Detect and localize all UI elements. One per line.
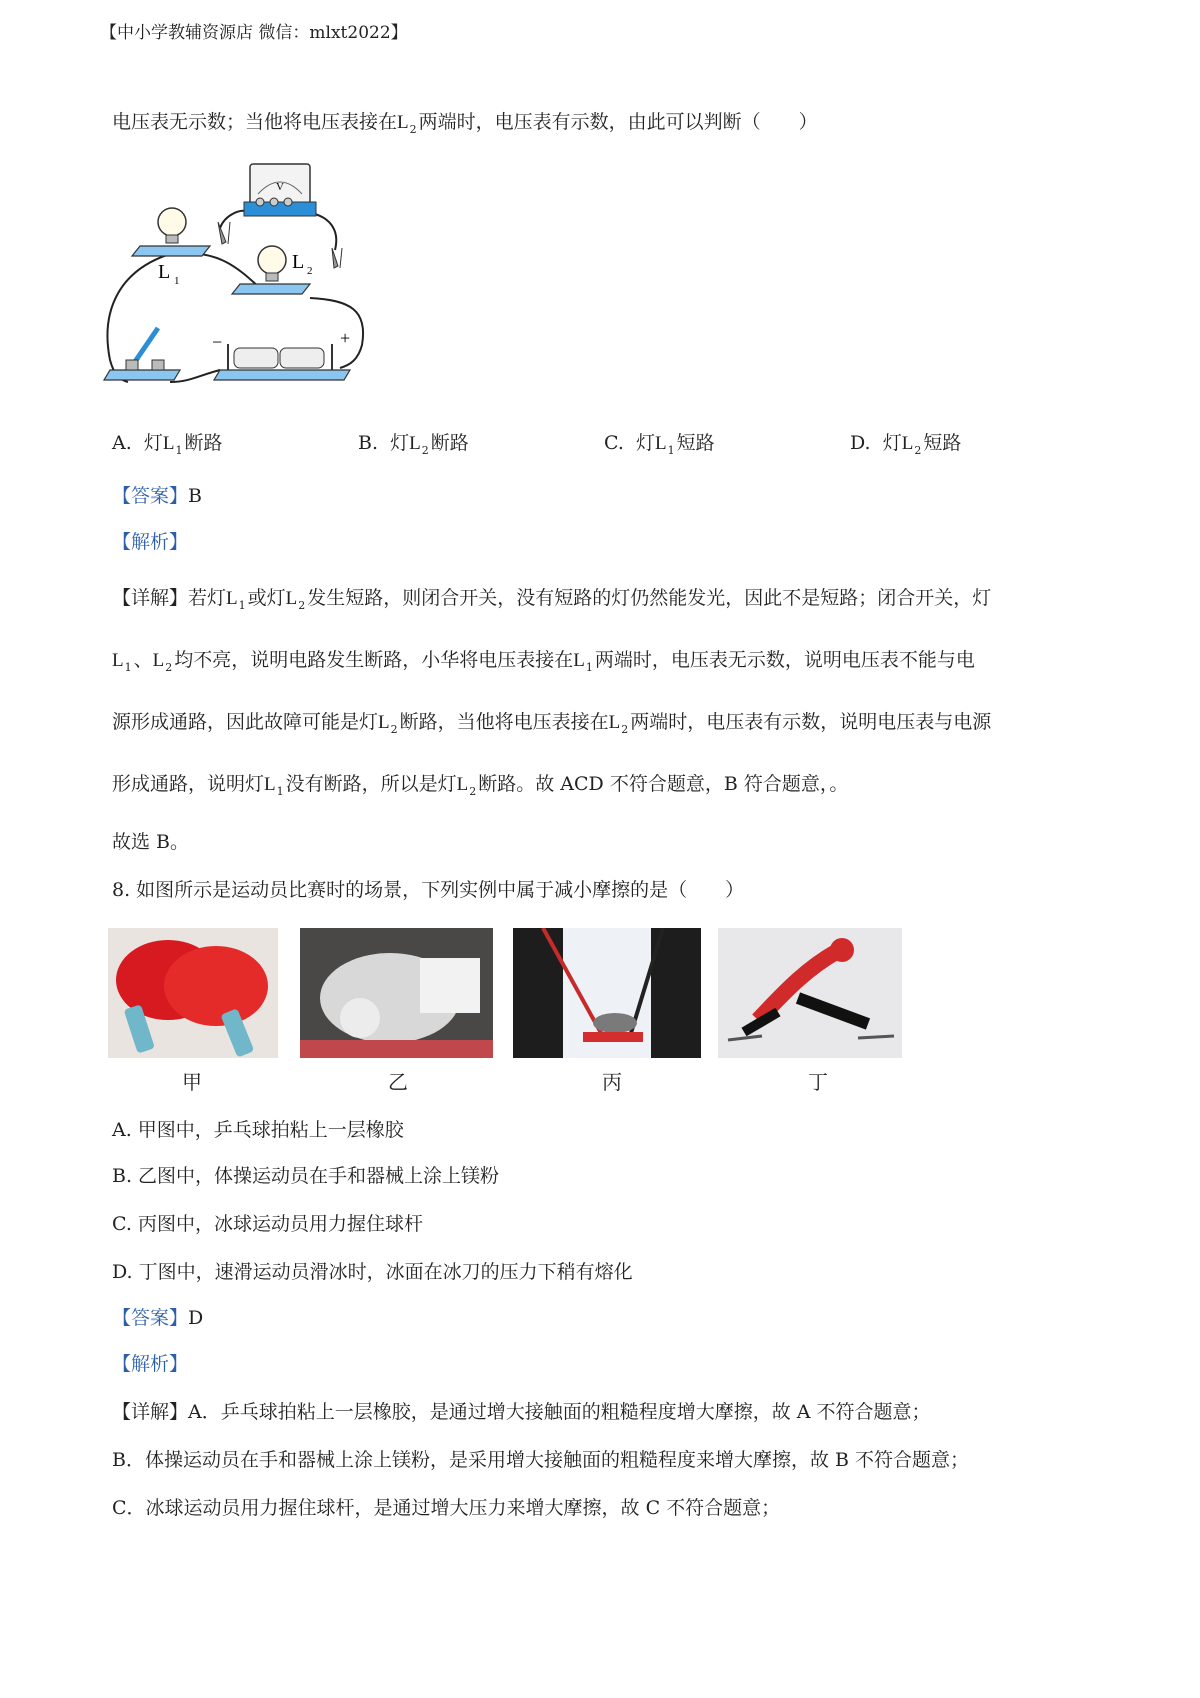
q7-intro — [112, 108, 818, 144]
q7-detail-line-3: 源形成通路，因此故障可能是灯$L_2$ 断路，当他将电压表接在$L_2$ 两端时，电压表有示数，说明电压表与电源 — [112, 711, 992, 736]
q7-option-b: B. 灯$L_2$ 断路 — [358, 432, 469, 457]
battery-minus: − — [212, 332, 223, 352]
switch-icon — [104, 328, 180, 380]
q8-detail-line-1: 【详解】A．乒乓球拍粘上一层橡胶，是通过增大接触面的粗糙程度增大摩擦，故 A 不符合题意； — [112, 1401, 931, 1423]
q7-option-c: C. 灯$L_1$ 短路 — [604, 432, 715, 457]
photo-curling-sweepers — [513, 928, 701, 1058]
q8-answer: 【答案】D — [112, 1307, 204, 1329]
caption-bing: 丙 — [602, 1070, 622, 1094]
header-watermark: 【中小学教辅资源店 微信：mlxt2022】 — [100, 23, 408, 43]
q7-intro-text-2: 两端时，电压表有示数，由此可以判断（ ） — [418, 111, 818, 133]
q8-detail-line-3: C．冰球运动员用力握住球杆，是通过增大压力来增大摩擦，故 C 不符合题意； — [112, 1497, 781, 1519]
photo-gymnast-chalk — [300, 928, 493, 1058]
voltmeter-icon — [244, 164, 316, 216]
q7-conclusion: 故选 B。 — [112, 831, 190, 853]
lamp-l2-subscript: 2 — [307, 265, 313, 277]
q8-question: 8. 如图所示是运动员比赛时的场景，下列实例中属于减小摩擦的是（ ） — [112, 879, 745, 901]
q7-detail-line-4: 形成通路，说明灯$L_1$ 没有断路，所以是灯$L_2$ 断路。故 ACD 不符合题意，B 符合题意，。 — [112, 773, 849, 798]
q7-detail-line-1: 【详解】若灯$L_1$ 或灯$L_2$ 发生短路，则闭合开关，没有短路的灯仍然能发光，因此不是短路；闭合开关，灯 — [112, 587, 992, 612]
q7-option-d: D. 灯$L_2$ 短路 — [850, 432, 962, 457]
q8-option-c: C. 丙图中，冰球运动员用力握住球杆 — [112, 1213, 423, 1235]
q7-detail-line-2: $L_1$ 、$L_2$ 均不亮，说明电路发生断路，小华将电压表接在$L_1$ 两端时，电压表无示数，说明电压表不能与电 — [112, 649, 975, 674]
caption-ding: 丁 — [808, 1070, 828, 1094]
q7-analysis-tag: 【解析】 — [112, 531, 189, 553]
caption-jia: 甲 — [182, 1070, 202, 1094]
photo-speed-skater — [718, 928, 902, 1058]
voltmeter-label: V — [276, 181, 284, 193]
circuit-diagram — [100, 160, 400, 400]
q7-intro-symbol: L — [397, 112, 409, 133]
q7-answer: 【答案】B — [112, 485, 202, 507]
lamp-l1-label: L — [158, 261, 171, 283]
q8-detail-line-2: B．体操运动员在手和器械上涂上镁粉，是采用增大接触面的粗糙程度来增大摩擦，故 B 不符合题意； — [112, 1449, 970, 1471]
q8-option-b: B. 乙图中，体操运动员在手和器械上涂上镁粉 — [112, 1165, 500, 1187]
q7-intro-text: 电压表无示数；当他将电压表接在 — [112, 111, 398, 133]
q7-intro-subscript: 2 — [409, 123, 417, 136]
battery-plus: + — [340, 328, 351, 348]
photo-table-tennis-paddles — [108, 928, 278, 1058]
q8-option-d: D. 丁图中，速滑运动员滑冰时，冰面在冰刀的压力下稍有熔化 — [112, 1261, 633, 1283]
q8-option-a: A. 甲图中，乒乓球拍粘上一层橡胶 — [112, 1119, 404, 1141]
lamp-l1-icon — [132, 208, 210, 256]
battery-icon — [214, 344, 350, 380]
lamp-l2-label: L — [292, 251, 305, 273]
lamp-l1-subscript: 1 — [174, 275, 180, 287]
q7-option-a: A. 灯$L_1$ 断路 — [112, 432, 223, 457]
clip-right-icon — [332, 248, 342, 268]
q8-analysis-tag: 【解析】 — [112, 1353, 189, 1375]
caption-yi: 乙 — [388, 1070, 408, 1094]
clip-left-icon — [218, 222, 230, 244]
